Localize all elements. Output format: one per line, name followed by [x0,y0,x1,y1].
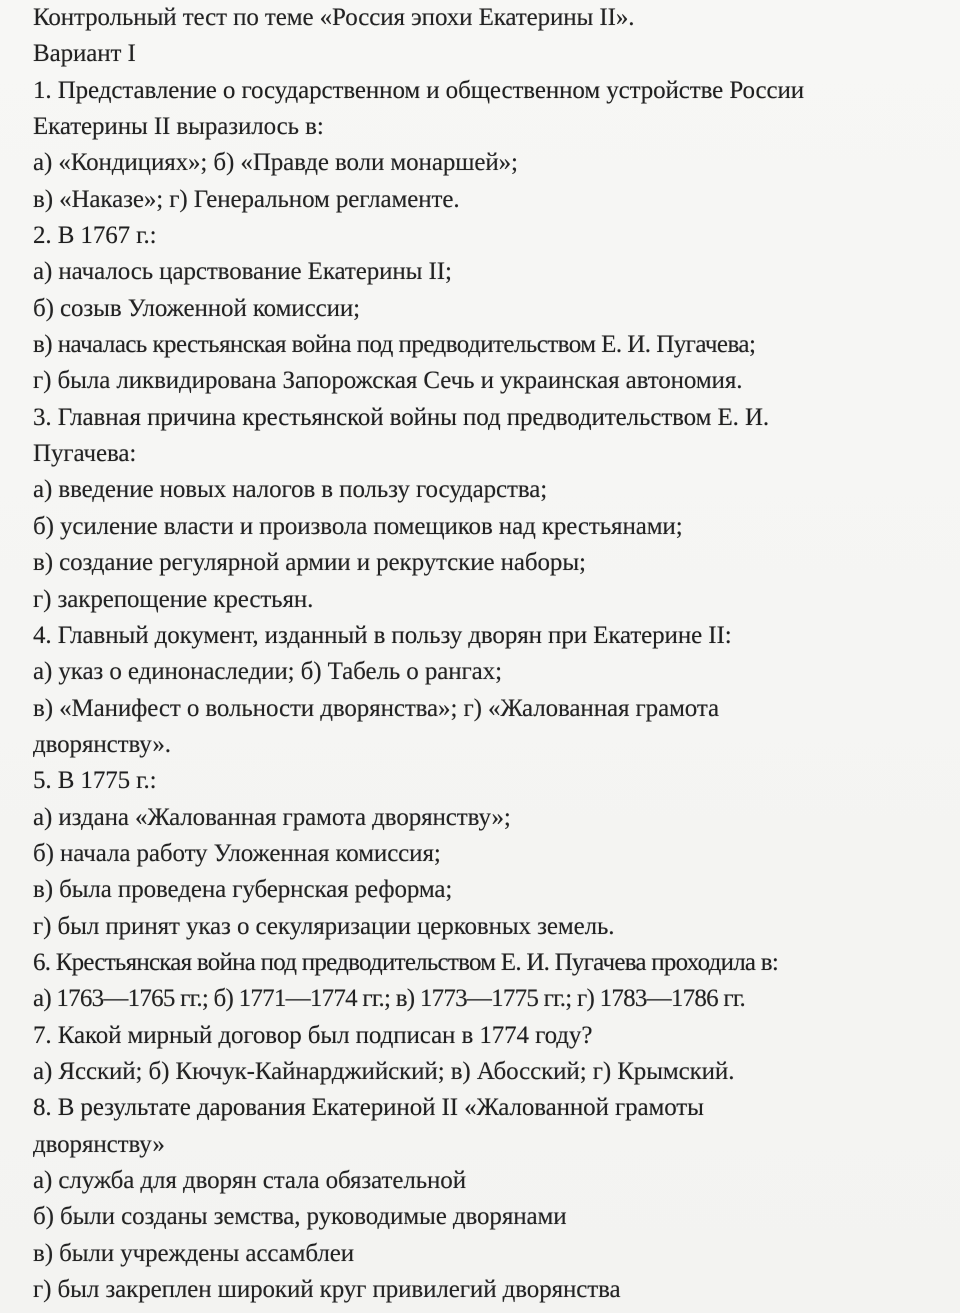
question-1-options-1: а) «Кондициях»; б) «Правде воли монаршей»; [33,149,518,177]
question-3-line-1: 3. Главная причина крестьянской войны под предводительством Е. И. [33,403,770,431]
question-1-line-1: 1. Представление о государственном и общественном устройстве России [33,76,805,104]
question-2: 2. В 1767 г.: [33,222,157,250]
question-7: 7. Какой мирный договор был подписан в 1774 году? [33,1021,593,1049]
question-4: 4. Главный документ, изданный в пользу дворян при Екатерине II: [33,621,732,649]
question-8-option-d: г) был закреплен широкий круг привилегий дворянства [33,1276,621,1304]
question-8-line-2: дворянству» [33,1130,165,1158]
question-5-option-a: а) издана «Жалованная грамота дворянству»; [33,803,511,831]
question-7-options: а) Ясский; б) Кючук-Кайнарджийский; в) Абосский; г) Крымский. [33,1057,735,1085]
test-document [33,0,946,1308]
question-3-option-b: б) усиление власти и произвола помещиков над крестьянами; [33,512,683,540]
question-2-option-b: б) созыв Уложенной комиссии; [33,294,360,322]
variant-label: Вариант I [33,40,136,68]
question-4-options-2: в) «Манифест о вольности дворянства»; г) «Жалованная грамота [33,694,719,722]
question-6: 6. Крестьянская война под предводительством Е. И. Пугачева проходила в: [33,948,779,976]
question-1-line-2: Екатерины II выразилось в: [33,113,324,141]
question-2-option-d: г) была ликвидирована Запорожская Сечь и украинская автономия. [33,367,743,395]
question-4-options-1: а) указ о единонаследии; б) Табель о рангах; [33,658,502,686]
question-3-option-d: г) закрепощение крестьян. [33,585,314,613]
question-5-option-c: в) была проведена губернская реформа; [33,876,453,904]
question-5-option-b: б) начала работу Уложенная комиссия; [33,839,441,867]
question-8-line-1: 8. В результате дарования Екатериной II «Жалованной грамоты [33,1094,704,1122]
question-3-option-a: а) введение новых налогов в пользу государства; [33,476,548,504]
question-1-options-2: в) «Наказе»; г) Генеральном регламенте. [33,185,460,213]
document-title: Контрольный тест по теме «Россия эпохи Екатерины II». [33,4,635,31]
question-5-option-d: г) был принят указ о секуляризации церковных земель. [33,912,615,940]
question-4-options-3: дворянству». [33,730,171,758]
question-8-option-c: в) были учреждены ассамблеи [33,1239,355,1267]
question-5: 5. В 1775 г.: [33,767,157,795]
question-8-option-a: а) служба для дворян стала обязательной [33,1167,466,1194]
question-6-options: а) 1763—1765 гг.; б) 1771—1774 гг.; в) 1773—1775 гг.; г) 1783—1786 гг. [33,985,746,1013]
question-8-option-b: б) были созданы земства, руководимые дворянами [33,1203,567,1231]
question-3-option-c: в) создание регулярной армии и рекрутские наборы; [33,549,586,577]
question-3-line-2: Пугачева: [33,440,137,468]
question-2-option-a: а) началось царствование Екатерины II; [33,258,452,286]
question-2-option-c: в) началась крестьянская война под предводительством Е. И. Пугачева; [33,331,756,359]
